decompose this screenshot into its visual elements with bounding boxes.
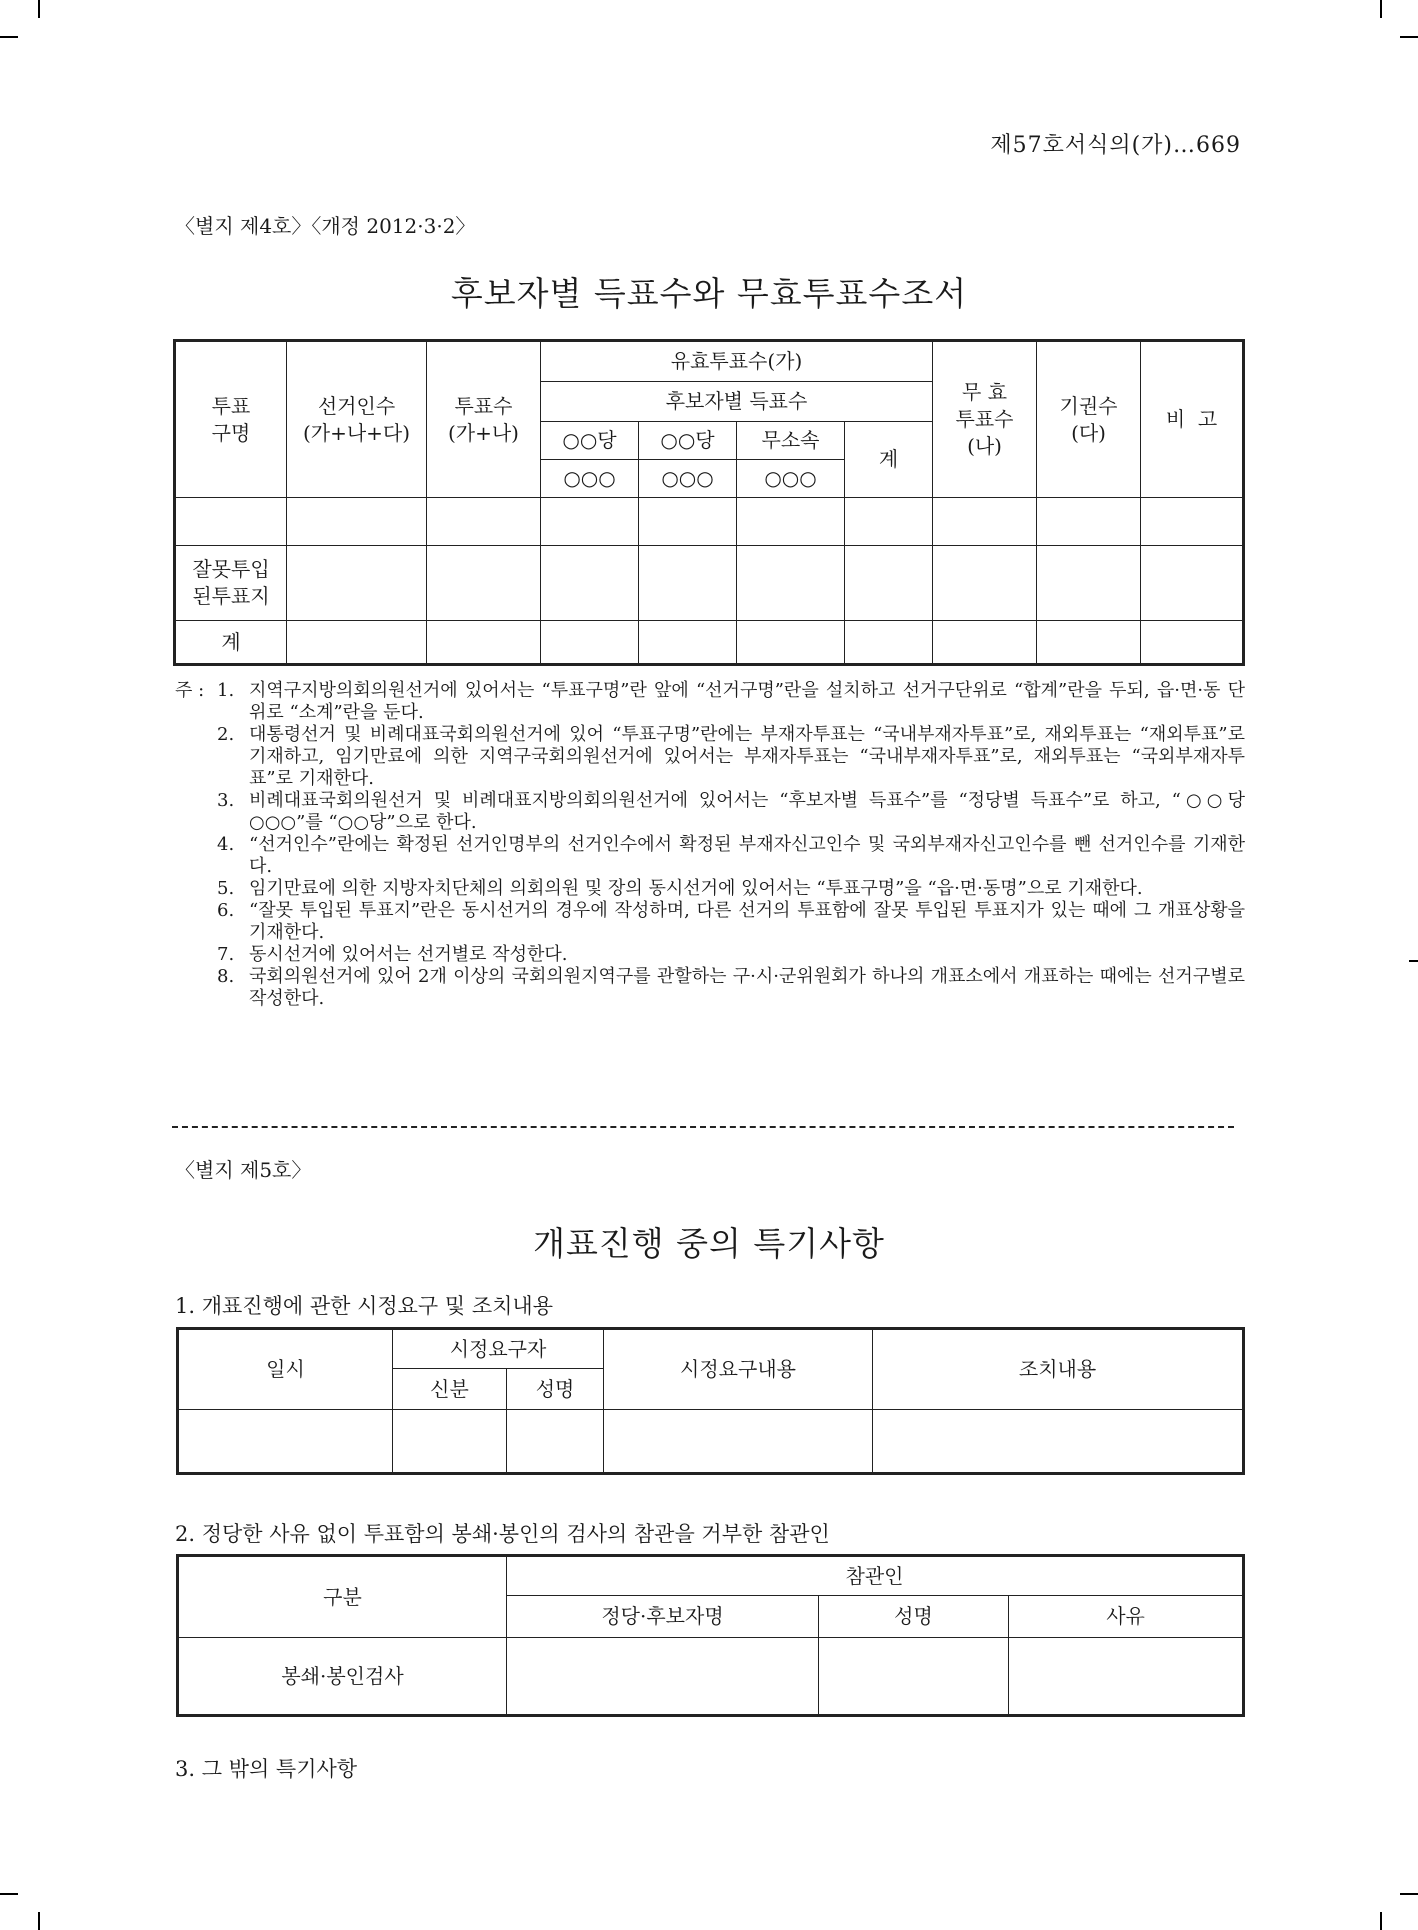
cut-line-divider <box>172 1126 1234 1128</box>
form4-notes <box>175 680 1245 1010</box>
header-ballots: 투표수 (가+나) <box>427 341 541 498</box>
header-precinct: 투표 구명 <box>175 341 287 498</box>
crop-mark <box>0 36 18 38</box>
header-votes-by-candidate: 후보자별 득표수 <box>541 382 933 422</box>
header-electors: 선거인수 (가+나+다) <box>287 341 427 498</box>
section-2-heading: 2. 정당한 사유 없이 투표함의 봉쇄·봉인의 검사의 참관을 거부한 참관인 <box>175 1522 830 1546</box>
header-request-content: 시정요구내용 <box>604 1329 873 1410</box>
form4-title: 후보자별 득표수와 무효투표수조서 <box>450 274 968 313</box>
crop-mark <box>1400 36 1418 38</box>
crop-mark <box>1409 960 1418 962</box>
note-item: 2. 대통령선거 및 비례대표국회의원선거에 있어 “투표구명”란에는 부재자투표는 “국내부재자투표”로, 재외투표는 “재외투표”로 기재하고, 임기만료에 의한 지역구국회의원선거에 있어서는 부재자투표는 “국내부재자투표”로, 재외투표는 “국외부재자투표”로 기재한다. <box>217 724 1245 789</box>
observer-refusal-table <box>176 1554 1245 1717</box>
header-observer-name: 성명 <box>819 1596 1009 1638</box>
header-remarks: 비 고 <box>1141 341 1244 498</box>
note-item: 8. 국회의원선거에 있어 2개 이상의 국회의원지역구를 관할하는 구·시·군위원회가 하나의 개표소에서 개표하는 때에는 선거구별로 작성한다. <box>217 966 1245 1009</box>
header-action-taken: 조치내용 <box>873 1329 1244 1410</box>
note-item: 6. “잘못 투입된 투표지”란은 동시선거의 경우에 작성하며, 다른 선거의 투표함에 잘못 투입된 투표지가 있는 때에 그 개표상황을 기재한다. <box>217 900 1245 943</box>
table-row <box>178 1410 1244 1474</box>
header-independent: 무소속 <box>737 422 845 460</box>
crop-mark <box>38 1912 40 1930</box>
note-item: 3. 비례대표국회의원선거 및 비례대표지방의회의원선거에 있어서는 “후보자별 득표수”를 “정당별 득표수”로 하고, “○○당 ○○○”를 “○○당”으로 한다. <box>217 790 1245 833</box>
table-row <box>178 1638 1244 1716</box>
header-candidate-3: ○○○ <box>737 460 845 498</box>
header-requester: 시정요구자 <box>393 1329 604 1369</box>
note-item: 주 : 1. 지역구지방의회의원선거에 있어서는 “투표구명”란 앞에 “선거구명”란을 설치하고 선거구단위로 “합계”란을 두되, 읍·면·동 단위로 “소계”란을 둔다. <box>175 680 1245 723</box>
header-party-2: ○○당 <box>639 422 737 460</box>
form5-title: 개표진행 중의 특기사항 <box>533 1224 885 1263</box>
header-abstentions: 기권수 (다) <box>1037 341 1141 498</box>
row-label-total: 계 <box>175 621 287 665</box>
correction-request-table <box>176 1327 1245 1475</box>
header-party-candidate: 정당·후보자명 <box>507 1596 819 1638</box>
table-row <box>175 546 1244 621</box>
header-status: 신분 <box>393 1369 507 1410</box>
crop-mark <box>0 1893 18 1895</box>
vote-count-table <box>173 339 1245 666</box>
table-row <box>175 498 1244 546</box>
header-category: 구분 <box>178 1556 507 1638</box>
header-candidate-1: ○○○ <box>541 460 639 498</box>
header-datetime: 일시 <box>178 1329 393 1410</box>
form4-reference: 〈별지 제4호〉〈개정 2012·3·2〉 <box>175 214 476 238</box>
note-item: 7. 동시선거에 있어서는 선거별로 작성한다. <box>217 944 568 965</box>
form5-reference: 〈별지 제5호〉 <box>175 1158 312 1182</box>
crop-mark <box>38 0 40 18</box>
row-label-seal-inspection: 봉쇄·봉인검사 <box>178 1638 507 1716</box>
crop-mark <box>1380 0 1382 18</box>
header-observer: 참관인 <box>507 1556 1244 1596</box>
crop-mark <box>1400 1893 1418 1895</box>
section-3-heading: 3. 그 밖의 특기사항 <box>175 1757 358 1781</box>
page-header: 제57호서식의(가)…669 <box>990 133 1241 158</box>
header-reason: 사유 <box>1009 1596 1244 1638</box>
note-item: 4. “선거인수”란에는 확정된 선거인명부의 선거인수에서 확정된 부재자신고인수 및 국외부재자신고인수를 뺀 선거인수를 기재한다. <box>217 834 1245 877</box>
header-invalid-votes: 무 효 투표수 (나) <box>933 341 1037 498</box>
header-subtotal: 계 <box>845 422 933 498</box>
row-label-misplaced-ballots: 잘못투입 된투표지 <box>175 546 287 621</box>
note-item: 5. 임기만료에 의한 지방자치단체의 의회의원 및 장의 동시선거에 있어서는 “투표구명”을 “읍·면·동명”으로 기재한다. <box>217 878 1143 899</box>
section-1-heading: 1. 개표진행에 관한 시정요구 및 조치내용 <box>175 1294 553 1318</box>
header-candidate-2: ○○○ <box>639 460 737 498</box>
header-valid-votes: 유효투표수(가) <box>541 341 933 382</box>
header-name: 성명 <box>507 1369 604 1410</box>
header-party-1: ○○당 <box>541 422 639 460</box>
crop-mark <box>1380 1912 1382 1930</box>
table-row <box>175 621 1244 665</box>
